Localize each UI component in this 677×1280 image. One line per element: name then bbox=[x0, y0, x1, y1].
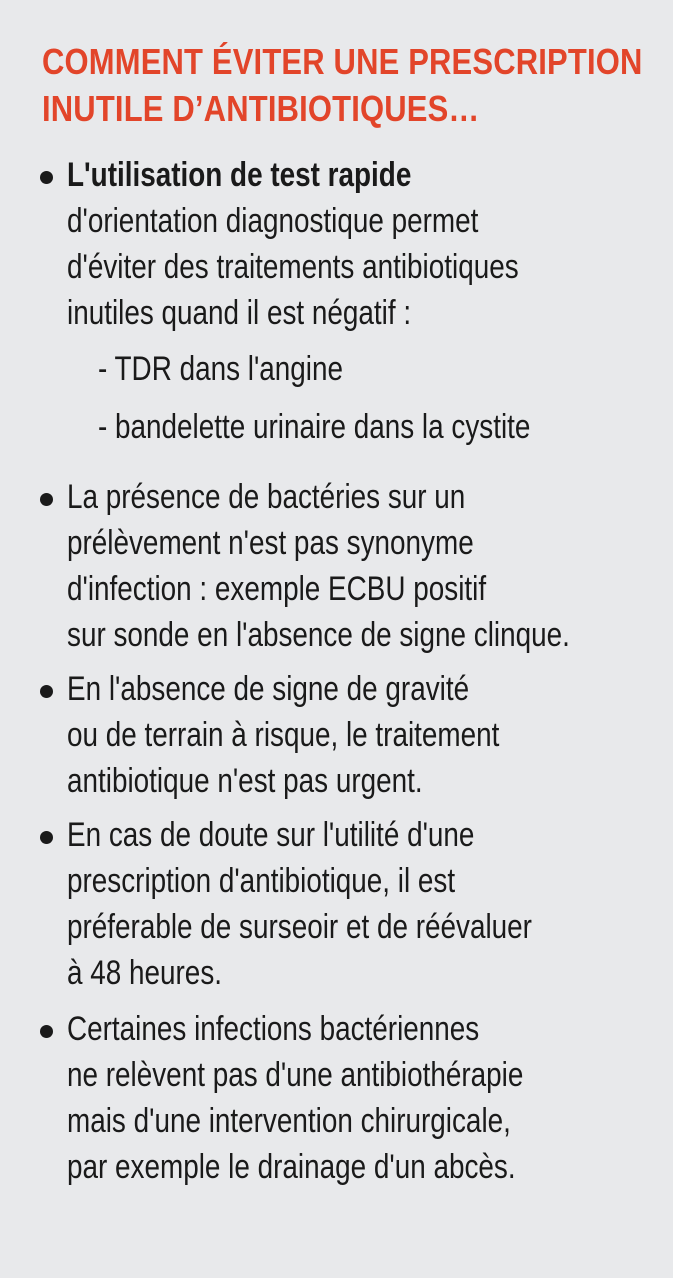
panel-title bbox=[42, 38, 643, 132]
sub-item-bandelette: - bandelette urinaire dans la cystite bbox=[98, 408, 531, 446]
item-line: inutiles quand il est négatif : bbox=[67, 294, 412, 332]
item-text bbox=[67, 474, 641, 658]
sub-item-tdr: - TDR dans l'angine bbox=[98, 350, 344, 388]
item-line: mais d'une intervention chirurgicale, bbox=[67, 1102, 511, 1140]
item-line: ne relèvent pas d'une antibiothérapie bbox=[67, 1056, 524, 1094]
item-line: à 48 heures. bbox=[67, 954, 223, 992]
bullet-icon bbox=[40, 685, 53, 698]
bullet-icon bbox=[40, 1025, 53, 1038]
item-line: d'éviter des traitements antibiotiques bbox=[67, 248, 519, 286]
item-line: sur sonde en l'absence de signe clinque. bbox=[67, 616, 570, 654]
item-text bbox=[67, 666, 641, 804]
bullet-icon bbox=[40, 171, 53, 184]
title-line-2: INUTILE D’ANTIBIOTIQUES… bbox=[42, 88, 480, 129]
title-line-1: COMMENT ÉVITER UNE PRESCRIPTION bbox=[42, 41, 643, 82]
item-text bbox=[67, 812, 641, 996]
bullet-icon bbox=[40, 493, 53, 506]
item-bold-lead: L'utilisation de test rapide bbox=[67, 156, 412, 194]
item-line: En l'absence de signe de gravité bbox=[67, 670, 470, 708]
item-line: Certaines infections bactériennes bbox=[67, 1010, 480, 1048]
item-line: préferable de surseoir et de réévaluer bbox=[67, 908, 532, 946]
item-line: prélèvement n'est pas synonyme bbox=[67, 524, 474, 562]
item-line: antibiotique n'est pas urgent. bbox=[67, 762, 423, 800]
item-text bbox=[67, 152, 641, 336]
item-line: par exemple le drainage d'un abcès. bbox=[67, 1148, 516, 1186]
item-line: d'infection : exemple ECBU positif bbox=[67, 570, 487, 608]
bullet-icon bbox=[40, 831, 53, 844]
item-line: La présence de bactéries sur un bbox=[67, 478, 466, 516]
item-line: ou de terrain à risque, le traitement bbox=[67, 716, 500, 754]
item-line: d'orientation diagnostique permet bbox=[67, 202, 479, 240]
item-line: En cas de doute sur l'utilité d'une bbox=[67, 816, 475, 854]
item-line: prescription d'antibiotique, il est bbox=[67, 862, 456, 900]
item-text bbox=[67, 1006, 641, 1190]
